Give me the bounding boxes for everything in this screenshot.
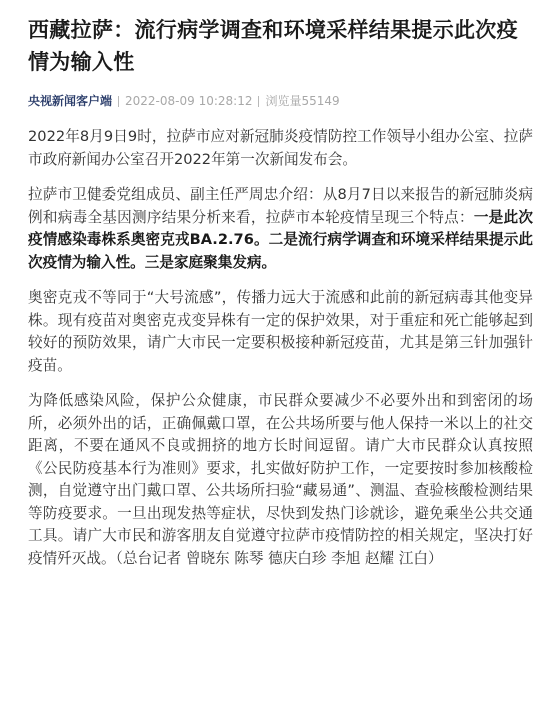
article-views: 浏览量55149	[265, 94, 340, 108]
article-paragraph-4: 为降低感染风险，保护公众健康，市民群众要减少不必要外出和到密闭的场所，必须外出的话，正确佩戴口罩，在公共场所要与他人保持一米以上的社交距离，不要在通风不良或拥挤的地方长时间逗留。请广大市民群众认真按照《公民防疫基本行为准则》要求，扎实做好防护工作，一定要按时参加核酸检测，自觉遵守出门戴口罩、公共场所扫验“藏易通”、测温、查验核酸检测结果等防疫要求。一旦出现发热等症状，尽快到发热门诊就诊，避免乘坐公共交通工具。请广大市民和游客朋友自觉遵守拉萨市疫情防控的相关规定，坚决打好疫情歼灭战。（总台记者 曾晓东 陈琴 德庆白珍 李旭 赵耀 江白）	[28, 392, 533, 567]
meta-divider	[118, 96, 119, 107]
article-meta	[28, 92, 533, 110]
article-paragraph-2	[28, 184, 533, 274]
meta-divider	[258, 96, 259, 107]
article-source[interactable]: 央视新闻客户端	[28, 94, 113, 108]
article-paragraph-3: 奥密克戎不等同于“大号流感”，传播力远大于流感和此前的新冠病毒其他变异株。现有疫苗对奥密克戎变异株有一定的保护效果，对于重症和死亡能够起到较好的预防效果，请广大市民一定要积极接种新冠疫苗，尤其是第三针加强针疫苗。	[28, 289, 533, 374]
paragraph-2-intro: 拉萨市卫健委党组成员、副主任严周忠介绍：从8月7日以来报告的新冠肺炎病例和病毒全基因测序结果分析来看，拉萨市本轮疫情呈现三个特点：	[28, 186, 533, 226]
paragraph-2-highlight: 一是此次疫情感染毒株系奥密克戎BA.2.76。二是流行病学调查和环境采样结果提示此次疫情为输入性。三是家庭聚集发病。	[28, 208, 533, 271]
article-date: 2022-08-09 10:28:12	[125, 94, 253, 108]
article-paragraph-1: 2022年8月9日9时，拉萨市应对新冠肺炎疫情防控工作领导小组办公室、拉萨市政府新闻办公室召开2022年第一次新闻发布会。	[28, 128, 533, 168]
article-title: 西藏拉萨：流行病学调查和环境采样结果提示此次疫情为输入性	[28, 18, 518, 74]
